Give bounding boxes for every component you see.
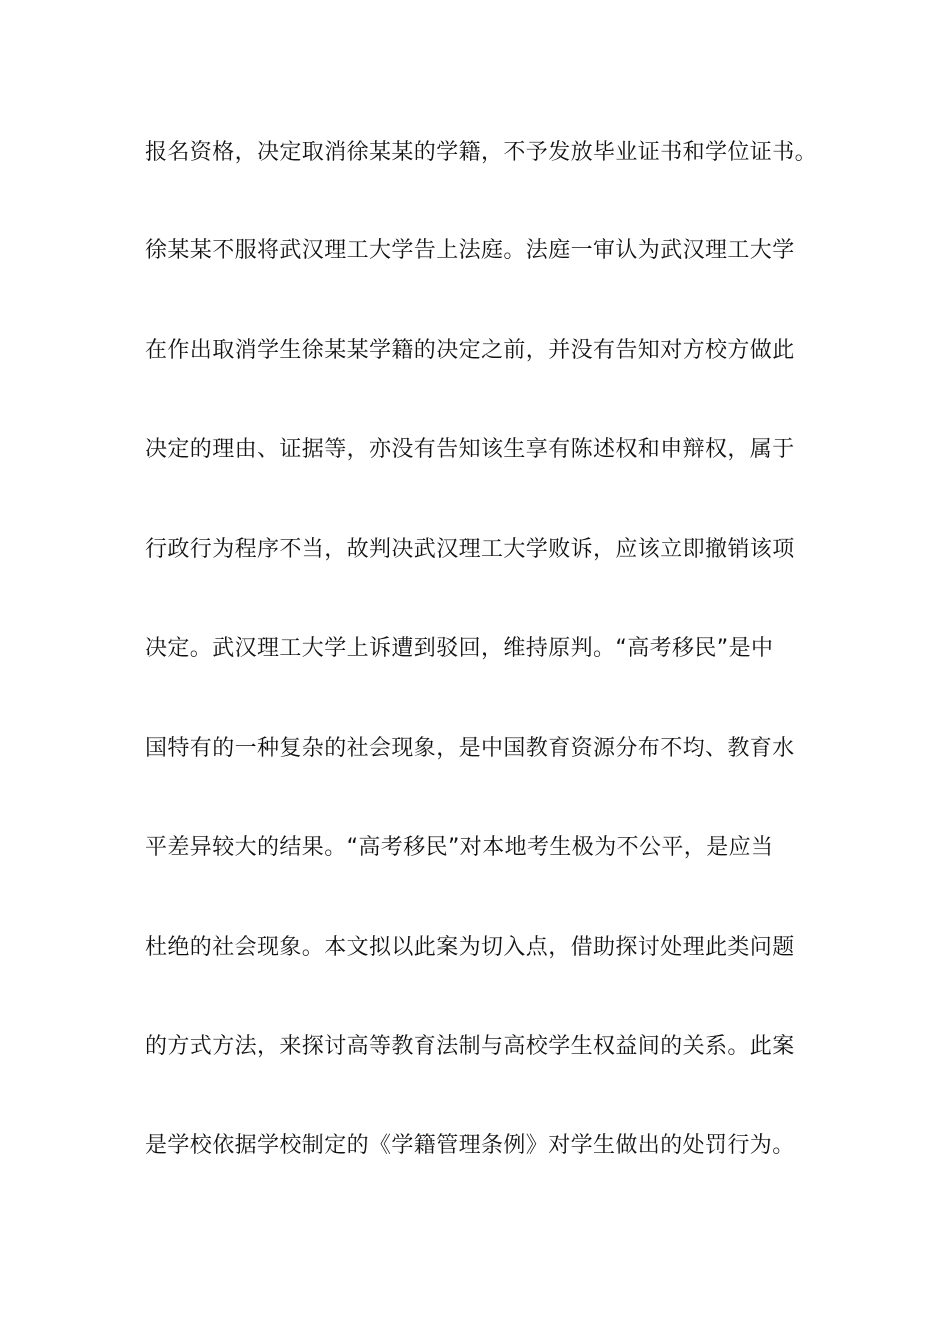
text-line: 是学校依据学校制定的《学籍管理条例》对学生做出的处罚行为。 (145, 1133, 795, 1158)
text-line: 徐某某不服将武汉理工大学告上法庭。法庭一审认为武汉理工大学 (145, 238, 795, 263)
text-line: 行政行为程序不当，故判决武汉理工大学败诉，应该立即撤销该项 (145, 537, 795, 562)
text-line: 平差异较大的结果。“高考移民”对本地考生极为不公平，是应当 (145, 835, 774, 860)
text-line: 决定。武汉理工大学上诉遭到驳回，维持原判。“高考移民”是中 (145, 636, 774, 661)
text-line: 在作出取消学生徐某某学籍的决定之前，并没有告知对方校方做此 (145, 338, 795, 363)
text-line: 报名资格，决定取消徐某某的学籍，不予发放毕业证书和学位证书。 (145, 140, 818, 165)
text-line: 国特有的一种复杂的社会现象，是中国教育资源分布不均、教育水 (145, 736, 795, 761)
text-line: 杜绝的社会现象。本文拟以此案为切入点，借助探讨处理此类问题 (145, 935, 795, 960)
text-line: 决定的理由、证据等，亦没有告知该生享有陈述权和申辩权，属于 (145, 437, 795, 462)
text-line: 的方式方法，来探讨高等教育法制与高校学生权益间的关系。此案 (145, 1034, 795, 1059)
